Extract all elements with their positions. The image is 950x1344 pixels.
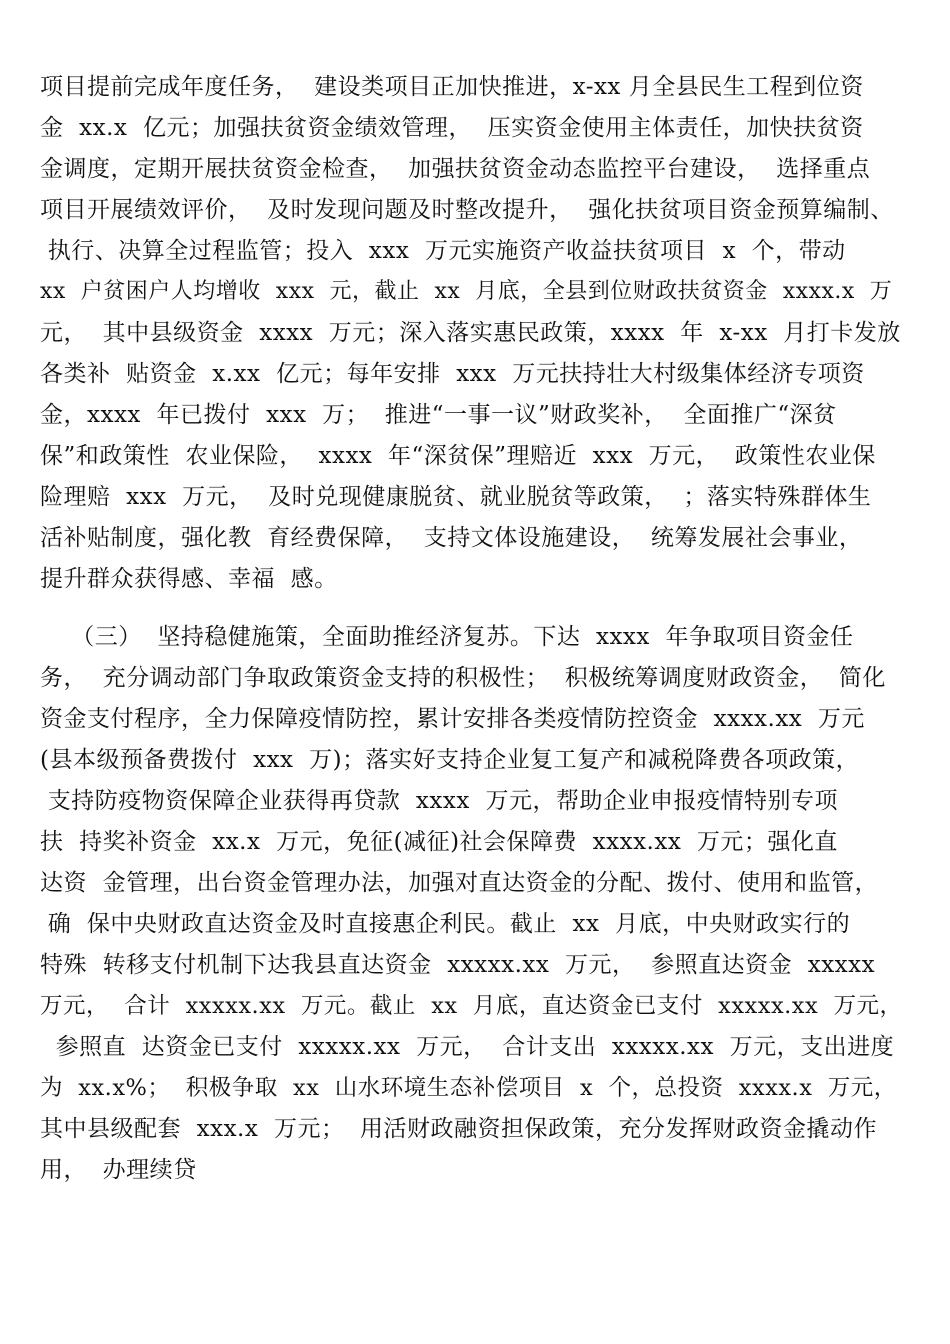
paragraph1-line-5: 执行、决算全过程监管；投入 xxx 万元实施资产收益扶贫项目 x 个，带动	[40, 238, 846, 264]
paragraph2-line-2: 务， 充分调动部门争取政策资金支持的积极性； 积极统筹调度财政资金， 简化	[40, 665, 886, 691]
paragraph1-line-8: 各类补 贴资金 x.xx 亿元；每年安排 xxx 万元扶持壮大村级集体经济专项资	[40, 361, 865, 387]
paragraph2-line-3: 资金支付程序，全力保障疫情防控，累计安排各类疫情防控资金 xxxx.xx 万元	[40, 706, 865, 732]
paragraph1-line-9: 金，xxxx 年已拨付 xxx 万； 推进“一事一议”财政奖补， 全面推广“深贫	[40, 402, 837, 428]
paragraph2-line-8: 确 保中央财政直达资金及时直接惠企利民。截止 xx 月底，中央财政实行的	[40, 911, 851, 937]
paragraph1-line-12: 活补贴制度，强化教 育经费保障， 支持文体设施建设， 统筹发展社会事业，	[40, 525, 863, 551]
paragraph2-line-6: 扶 持奖补资金 xx.x 万元，免征(减征)社会保障费 xxxx.xx 万元；强化直	[40, 829, 838, 855]
paragraph2-line-14: 用， 办理续贷	[40, 1157, 197, 1183]
paragraph2-line-1: （三） 坚持稳健施策，全面助推经济复苏。下达 xxxx 年争取项目资金任	[40, 624, 854, 650]
paragraph1-line-11: 险理赔 xxx 万元， 及时兑现健康脱贫、就业脱贫等政策， ；落实特殊群体生	[40, 484, 872, 510]
paragraph1-line-7: 元， 其中县级资金 xxxx 万元；深入落实惠民政策，xxxx 年 x-xx 月打卡发放	[40, 320, 901, 346]
paragraph1-line-3: 金调度，定期开展扶贫资金检查， 加强扶贫资金动态监控平台建设， 选择重点	[40, 156, 871, 182]
paragraph1-line-1: 项目提前完成年度任务， 建设类项目正加快推进，x-xx 月全县民生工程到位资	[40, 74, 864, 100]
paragraph2-line-13: 其中县级配套 xxx.x 万元； 用活财政融资担保政策，充分发挥财政资金撬动作	[40, 1116, 878, 1142]
paragraph2-line-12: 为 xx.x%； 积极争取 xx 山水环境生态补偿项目 x 个，总投资 xxxx.x 万元，	[40, 1075, 897, 1101]
paragraph1-line-10: 保”和政策性 农业保险， xxxx 年“深贫保”理赔近 xxx 万元， 政策性农业保	[40, 443, 876, 469]
paragraph1-line-6: xx 户贫困户人均增收 xxx 元，截止 xx 月底，全县到位财政扶贫资金 xxxx.x 万	[40, 279, 893, 304]
paragraph2-line-10: 万元， 合计 xxxxx.xx 万元。截止 xx 月底，直达资金已支付 xxxxx.xx 万元，	[40, 993, 903, 1019]
paragraph2-line-4: (县本级预备费拨付 xxx 万)；落实好支持企业复工复产和减税降费各项政策，	[40, 747, 860, 773]
paragraph1-line-2: 金 xx.x 亿元；加强扶贫资金绩效管理， 压实资金使用主体责任，加快扶贫资	[40, 115, 864, 141]
paragraph2-line-11: 参照直 达资金已支付 xxxxx.xx 万元， 合计支出 xxxxx.xx 万元，支出进度	[40, 1034, 895, 1060]
paragraph2-line-9: 特殊 转移支付机制下达我县直达资金 xxxxx.xx 万元， 参照直达资金 xxxxx	[40, 952, 876, 978]
paragraph1-line-13: 提升群众获得感、幸福 感。	[40, 566, 338, 592]
paragraph1-line-4: 项目开展绩效评价， 及时发现问题及时整改提升， 强化扶贫项目资金预算编制、	[40, 197, 894, 223]
paragraph2-line-5: 支持防疫物资保障企业获得再贷款 xxxx 万元，帮助企业申报疫情特别专项	[40, 788, 838, 814]
paragraph2-line-7: 达资 金管理，出台资金管理办法，加强对直达资金的分配、拨付、使用和监管，	[40, 870, 879, 896]
